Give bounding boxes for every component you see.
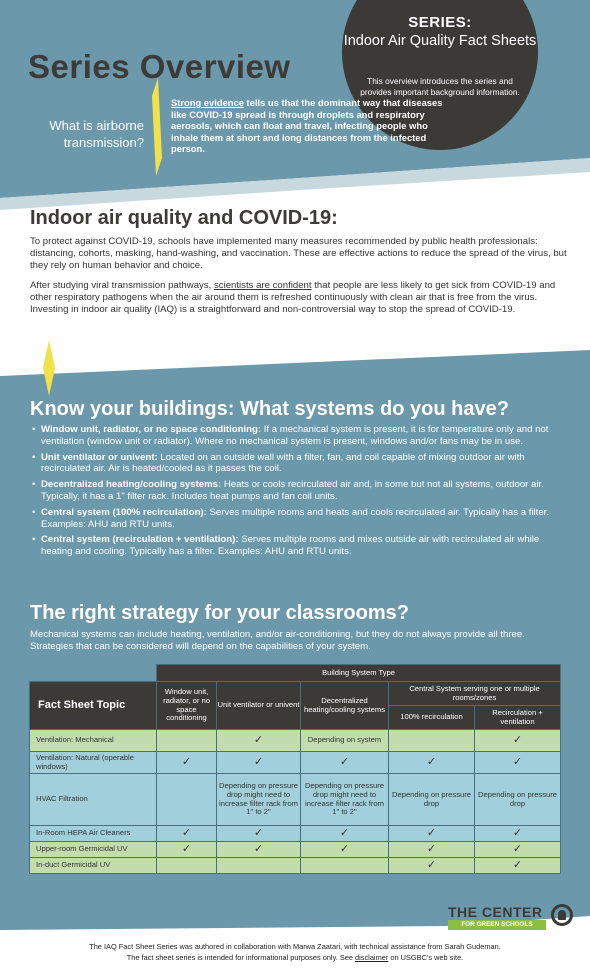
logo-line-1: THE CENTER bbox=[448, 904, 543, 920]
table-row bbox=[30, 752, 561, 774]
list-item bbox=[32, 507, 562, 531]
table-cell: Depending on pressure drop bbox=[389, 774, 475, 826]
page-title: Series Overview bbox=[28, 48, 291, 85]
table-header-row bbox=[30, 665, 561, 682]
strategy-table bbox=[29, 664, 561, 874]
check-icon: ✓ bbox=[301, 752, 389, 774]
table-header-row bbox=[30, 682, 561, 706]
col-decentral-header: Decentralized heating/cooling systems bbox=[301, 682, 389, 730]
series-description: This overview introduces the series and provides important background information. bbox=[360, 76, 520, 97]
check-icon: ✓ bbox=[157, 826, 217, 842]
system-term: Decentralized heating/cooling systems: bbox=[41, 479, 222, 491]
table-corner bbox=[30, 665, 157, 682]
footer-credit: The IAQ Fact Sheet Series was authored in collaboration with Marwa Zaatari, with technical assistance from Sarah Gudeman. bbox=[89, 942, 501, 951]
series-title: Indoor Air Quality Fact Sheets bbox=[343, 33, 537, 49]
check-icon: ✓ bbox=[157, 842, 217, 858]
table-cell bbox=[301, 858, 389, 874]
airborne-answer-text: tells us that the dominant way that diseases like COVID-19 spread is through droplets and respiratory aerosols, which can float and travel, infecting people who inhale them at short and long distances from the infected person. bbox=[171, 97, 443, 155]
table-cell bbox=[157, 858, 217, 874]
footer-text-before: The fact sheet series is intended for informational purposes only. See bbox=[126, 953, 356, 962]
check-icon: ✓ bbox=[157, 752, 217, 774]
building-system-type-header: Building System Type bbox=[157, 665, 561, 682]
logo-line-2: FOR GREEN SCHOOLS bbox=[448, 920, 546, 930]
check-icon: ✓ bbox=[475, 752, 561, 774]
check-icon: ✓ bbox=[475, 842, 561, 858]
list-item bbox=[32, 452, 562, 476]
table-cell bbox=[157, 730, 217, 752]
col-window-header: Window unit, radiator, or no space conditioning bbox=[157, 682, 217, 730]
check-icon: ✓ bbox=[475, 826, 561, 842]
check-icon: ✓ bbox=[217, 826, 301, 842]
check-icon: ✓ bbox=[389, 858, 475, 874]
table-cell bbox=[157, 774, 217, 826]
check-icon: ✓ bbox=[217, 752, 301, 774]
check-icon: ✓ bbox=[389, 826, 475, 842]
col-recirc-header: 100% recirculation bbox=[389, 706, 475, 730]
logo-leaf-icon bbox=[558, 910, 566, 920]
row-topic: In-duct Germicidal UV bbox=[30, 858, 157, 874]
system-desc: Heats or cools recirculated air and, in some but not all systems, outdoor air. Typically, it has a 1" filter rack. Includes heat pumps and fan coil units. bbox=[41, 479, 544, 502]
strong-evidence-link[interactable]: Strong evidence bbox=[171, 97, 244, 108]
check-icon: ✓ bbox=[301, 826, 389, 842]
iaq-paragraph-1: To protect against COVID-19, schools have implemented many measures recommended by public health professionals: distancing, cohorts, masking, hand-washing, and vaccination. These are effective actions to reduce the spread of the virus, but they rely on human behavior and choice. bbox=[30, 236, 567, 271]
system-term: Central system (recirculation + ventilation): bbox=[41, 534, 239, 546]
table-row bbox=[30, 842, 561, 858]
system-desc: Serves multiple rooms and mixes outside air with recirculated air while heating and cooling. Typically has a filter. Examples: AHU and RTU units. bbox=[41, 534, 540, 558]
check-icon: ✓ bbox=[389, 842, 475, 858]
row-topic: Ventilation: Natural (operable windows) bbox=[30, 752, 157, 774]
system-term: Central system (100% recirculation): bbox=[41, 506, 207, 518]
system-term: Window unit, radiator, or no space conditioning: bbox=[41, 424, 262, 435]
check-icon: ✓ bbox=[301, 842, 389, 858]
table-row bbox=[30, 858, 561, 874]
system-desc: If a mechanical system is present, it is for temperature only and not ventilation (window unit or radiator). Where no mechanical system is present, windows and/or fans may be in use. bbox=[41, 424, 549, 447]
footer-disclaimer bbox=[0, 953, 590, 963]
table-row bbox=[30, 730, 561, 752]
table-row bbox=[30, 774, 561, 826]
footer-text-after: on USGBC's web site. bbox=[388, 953, 464, 962]
system-term: Unit ventilator or univent: bbox=[41, 451, 158, 463]
list-item bbox=[32, 479, 562, 503]
table-cell: Depending on pressure drop might need to increase filter rack from 1" to 2" bbox=[301, 774, 389, 826]
table-cell bbox=[389, 730, 475, 752]
airborne-question: What is airborne transmission? bbox=[49, 118, 144, 150]
table-cell: Depending on system bbox=[301, 730, 389, 752]
row-topic: In-Room HEPA Air Cleaners bbox=[30, 826, 157, 842]
check-icon: ✓ bbox=[389, 752, 475, 774]
disclaimer-link[interactable]: disclaimer bbox=[355, 953, 389, 962]
iaq-paragraph-2 bbox=[30, 280, 570, 315]
table-cell: Depending on pressure drop bbox=[475, 774, 561, 826]
row-topic: Upper-room Germicidal UV bbox=[30, 842, 157, 858]
list-item bbox=[32, 424, 562, 448]
col-central-group-header: Central System serving one or multiple rooms/zones bbox=[389, 682, 561, 706]
series-label: SERIES: bbox=[408, 14, 472, 31]
check-icon: ✓ bbox=[475, 730, 561, 752]
strategy-table-wrap bbox=[29, 664, 560, 874]
list-item bbox=[32, 534, 562, 558]
strategy-title: The right strategy for your classrooms? bbox=[30, 602, 409, 624]
airborne-answer bbox=[171, 97, 446, 155]
check-icon: ✓ bbox=[217, 842, 301, 858]
table-row bbox=[30, 826, 561, 842]
check-icon: ✓ bbox=[217, 730, 301, 752]
system-desc: Serves multiple rooms and heats and cools recirculated air. Typically has a filter. Examples: AHU and RTU units. bbox=[41, 506, 549, 530]
system-desc: Located on an outside wall with a filter, fan, and coil capable of mixing outdoor air with recirculated air. Air is heated/cooled as it passes the coil. bbox=[41, 451, 525, 475]
systems-list bbox=[32, 424, 562, 562]
row-topic: Ventilation: Mechanical bbox=[30, 730, 157, 752]
check-icon: ✓ bbox=[475, 858, 561, 874]
center-green-schools-logo[interactable] bbox=[448, 900, 578, 936]
col-recirc-vent-header: Recirculation + ventilation bbox=[475, 706, 561, 730]
iaq-section-title: Indoor air quality and COVID-19: bbox=[30, 207, 338, 229]
row-topic: HVAC Filtration bbox=[30, 774, 157, 826]
iaq-p2-after: that people are less likely to get sick from COVID-19 and other respiratory pathogens when the air around them is refreshed continuously with clean air that is free from the virus. Investing in indoor air quality (IAQ) is a straightforward and non-controversial way to stop the spread of COVID-19. bbox=[30, 280, 556, 315]
fact-sheet-topic-header: Fact Sheet Topic bbox=[30, 682, 157, 730]
know-buildings-title: Know your buildings: What systems do you have? bbox=[30, 398, 509, 420]
scientists-confident-link[interactable]: scientists are confident bbox=[213, 280, 312, 291]
col-univent-header: Unit ventilator or univent bbox=[217, 682, 301, 730]
table-cell bbox=[217, 858, 301, 874]
iaq-p2-before: After studying viral transmission pathways, bbox=[30, 280, 214, 291]
table-cell: Depending on pressure drop might need to increase filter rack from 1" to 2" bbox=[217, 774, 301, 826]
strategy-intro: Mechanical systems can include heating, ventilation, and/or air-conditioning, but they do not always provide all three. Strategies that can be considered will depend on the capabilities of your system. bbox=[30, 629, 525, 652]
